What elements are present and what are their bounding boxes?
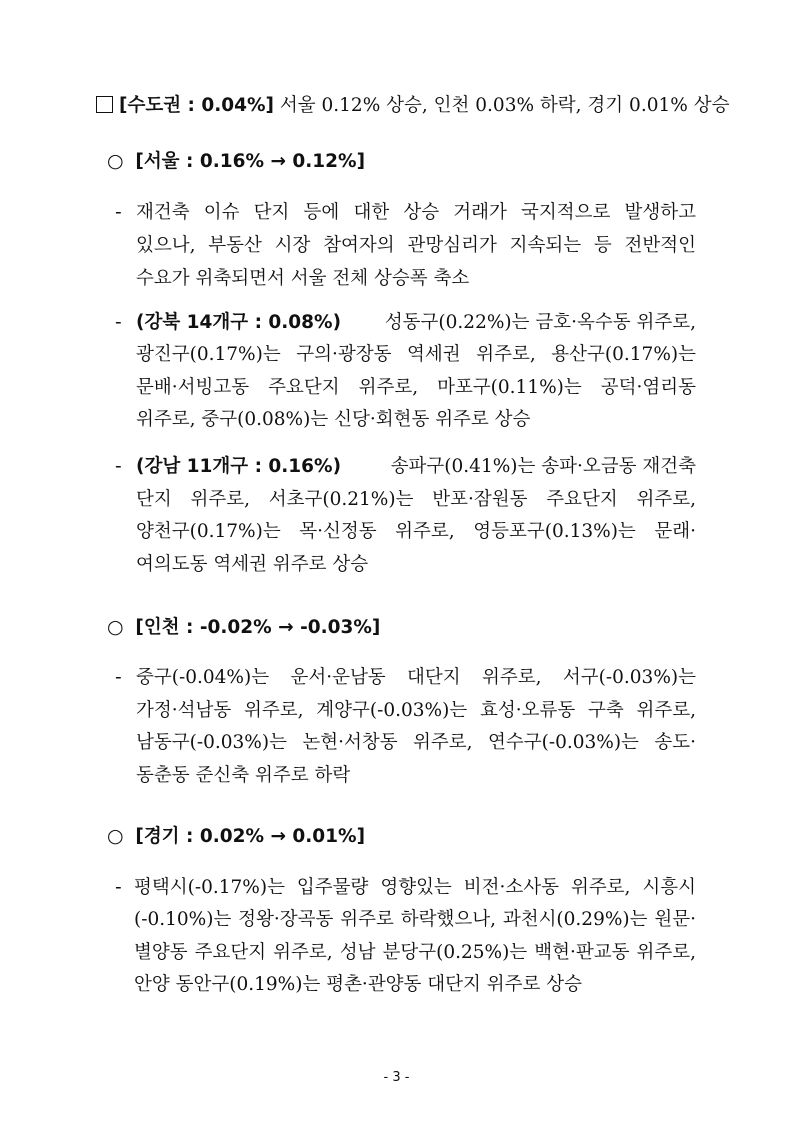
dash-bullet: - xyxy=(115,456,122,477)
circle-bullet-icon: ○ xyxy=(107,150,124,172)
square-bullet-icon xyxy=(96,96,113,113)
metro-heading xyxy=(96,94,729,118)
incheon-line: 동춘동 준신축 위주로 하락 xyxy=(136,765,351,786)
dash-bullet: - xyxy=(115,202,122,223)
gangnam-line: 단지 위주로, 서초구(0.21%)는 반포·잠원동 주요단지 위주로, xyxy=(136,489,696,510)
incheon-line: 중구(-0.04%)는 운서·운남동 대단지 위주로, 서구(-0.03%)는 xyxy=(136,667,696,688)
gyeonggi-heading-text: [경기 : 0.02% → 0.01%] xyxy=(135,826,366,847)
page-number: - 3 - xyxy=(383,1070,410,1085)
incheon-line: 남동구(-0.03%)는 논현·서창동 위주로, 연수구(-0.03%)는 송도· xyxy=(136,732,696,753)
seoul-overview-line: 재건축 이슈 단지 등에 대한 상승 거래가 국지적으로 발생하고 xyxy=(136,202,696,223)
seoul-heading xyxy=(107,149,365,173)
gyeonggi-line: (-0.10%)는 정왕·장곡동 위주로 하락했으나, 과천시(0.29%)는 원문· xyxy=(134,909,696,930)
gangbuk-line: 성동구(0.22%)는 금호·옥수동 위주로, xyxy=(384,312,696,333)
gyeonggi-heading xyxy=(107,824,365,848)
gyeonggi-line: 안양 동안구(0.19%)는 평촌·관양동 대단지 위주로 상승 xyxy=(134,974,583,995)
gangnam-line: 송파구(0.41%)는 송파·오금동 재건축 xyxy=(390,456,696,477)
incheon-heading xyxy=(107,615,380,639)
gangbuk-label: (강북 14개구 : 0.08%) xyxy=(136,312,342,333)
seoul-heading-text: [서울 : 0.16% → 0.12%] xyxy=(135,151,366,172)
circle-bullet-icon: ○ xyxy=(107,616,124,638)
gyeonggi-line: 별양동 주요단지 위주로, 성남 분당구(0.25%)는 백현·판교동 위주로, xyxy=(134,942,696,963)
gangbuk-first-line xyxy=(136,311,696,335)
gangbuk-line: 광진구(0.17%)는 구의·광장동 역세권 위주로, 용산구(0.17%)는 xyxy=(136,344,696,365)
gangbuk-line: 위주로, 중구(0.08%)는 신당·회현동 위주로 상승 xyxy=(136,409,531,430)
seoul-overview-line: 수요가 위축되면서 서울 전체 상승폭 축소 xyxy=(136,268,470,289)
gangbuk-line: 문배·서빙고동 주요단지 위주로, 마포구(0.11%)는 공덕·염리동 xyxy=(136,377,696,398)
gangnam-label: (강남 11개구 : 0.16%) xyxy=(136,456,342,477)
gyeonggi-line: 평택시(-0.17%)는 입주물량 영향있는 비전·소사동 위주로, 시흥시 xyxy=(134,877,696,898)
seoul-overview-line: 있으나, 부동산 시장 참여자의 관망심리가 지속되는 등 전반적인 xyxy=(136,235,696,256)
metro-summary: 서울 0.12% 상승, 인천 0.03% 하락, 경기 0.01% 상승 xyxy=(279,95,730,116)
dash-bullet: - xyxy=(115,877,122,898)
dash-bullet: - xyxy=(115,667,122,688)
gangnam-first-line xyxy=(136,455,696,479)
metro-title: [수도권 : 0.04%] xyxy=(119,95,274,116)
incheon-line: 가정·석남동 위주로, 계양구(-0.03%)는 효성·오류동 구축 위주로, xyxy=(136,700,696,721)
circle-bullet-icon: ○ xyxy=(107,825,124,847)
gangnam-line: 양천구(0.17%)는 목·신정동 위주로, 영등포구(0.13%)는 문래· xyxy=(136,521,696,542)
incheon-heading-text: [인천 : -0.02% → -0.03%] xyxy=(135,617,381,638)
dash-bullet: - xyxy=(115,312,122,333)
gangnam-line: 여의도동 역세권 위주로 상승 xyxy=(136,554,369,575)
